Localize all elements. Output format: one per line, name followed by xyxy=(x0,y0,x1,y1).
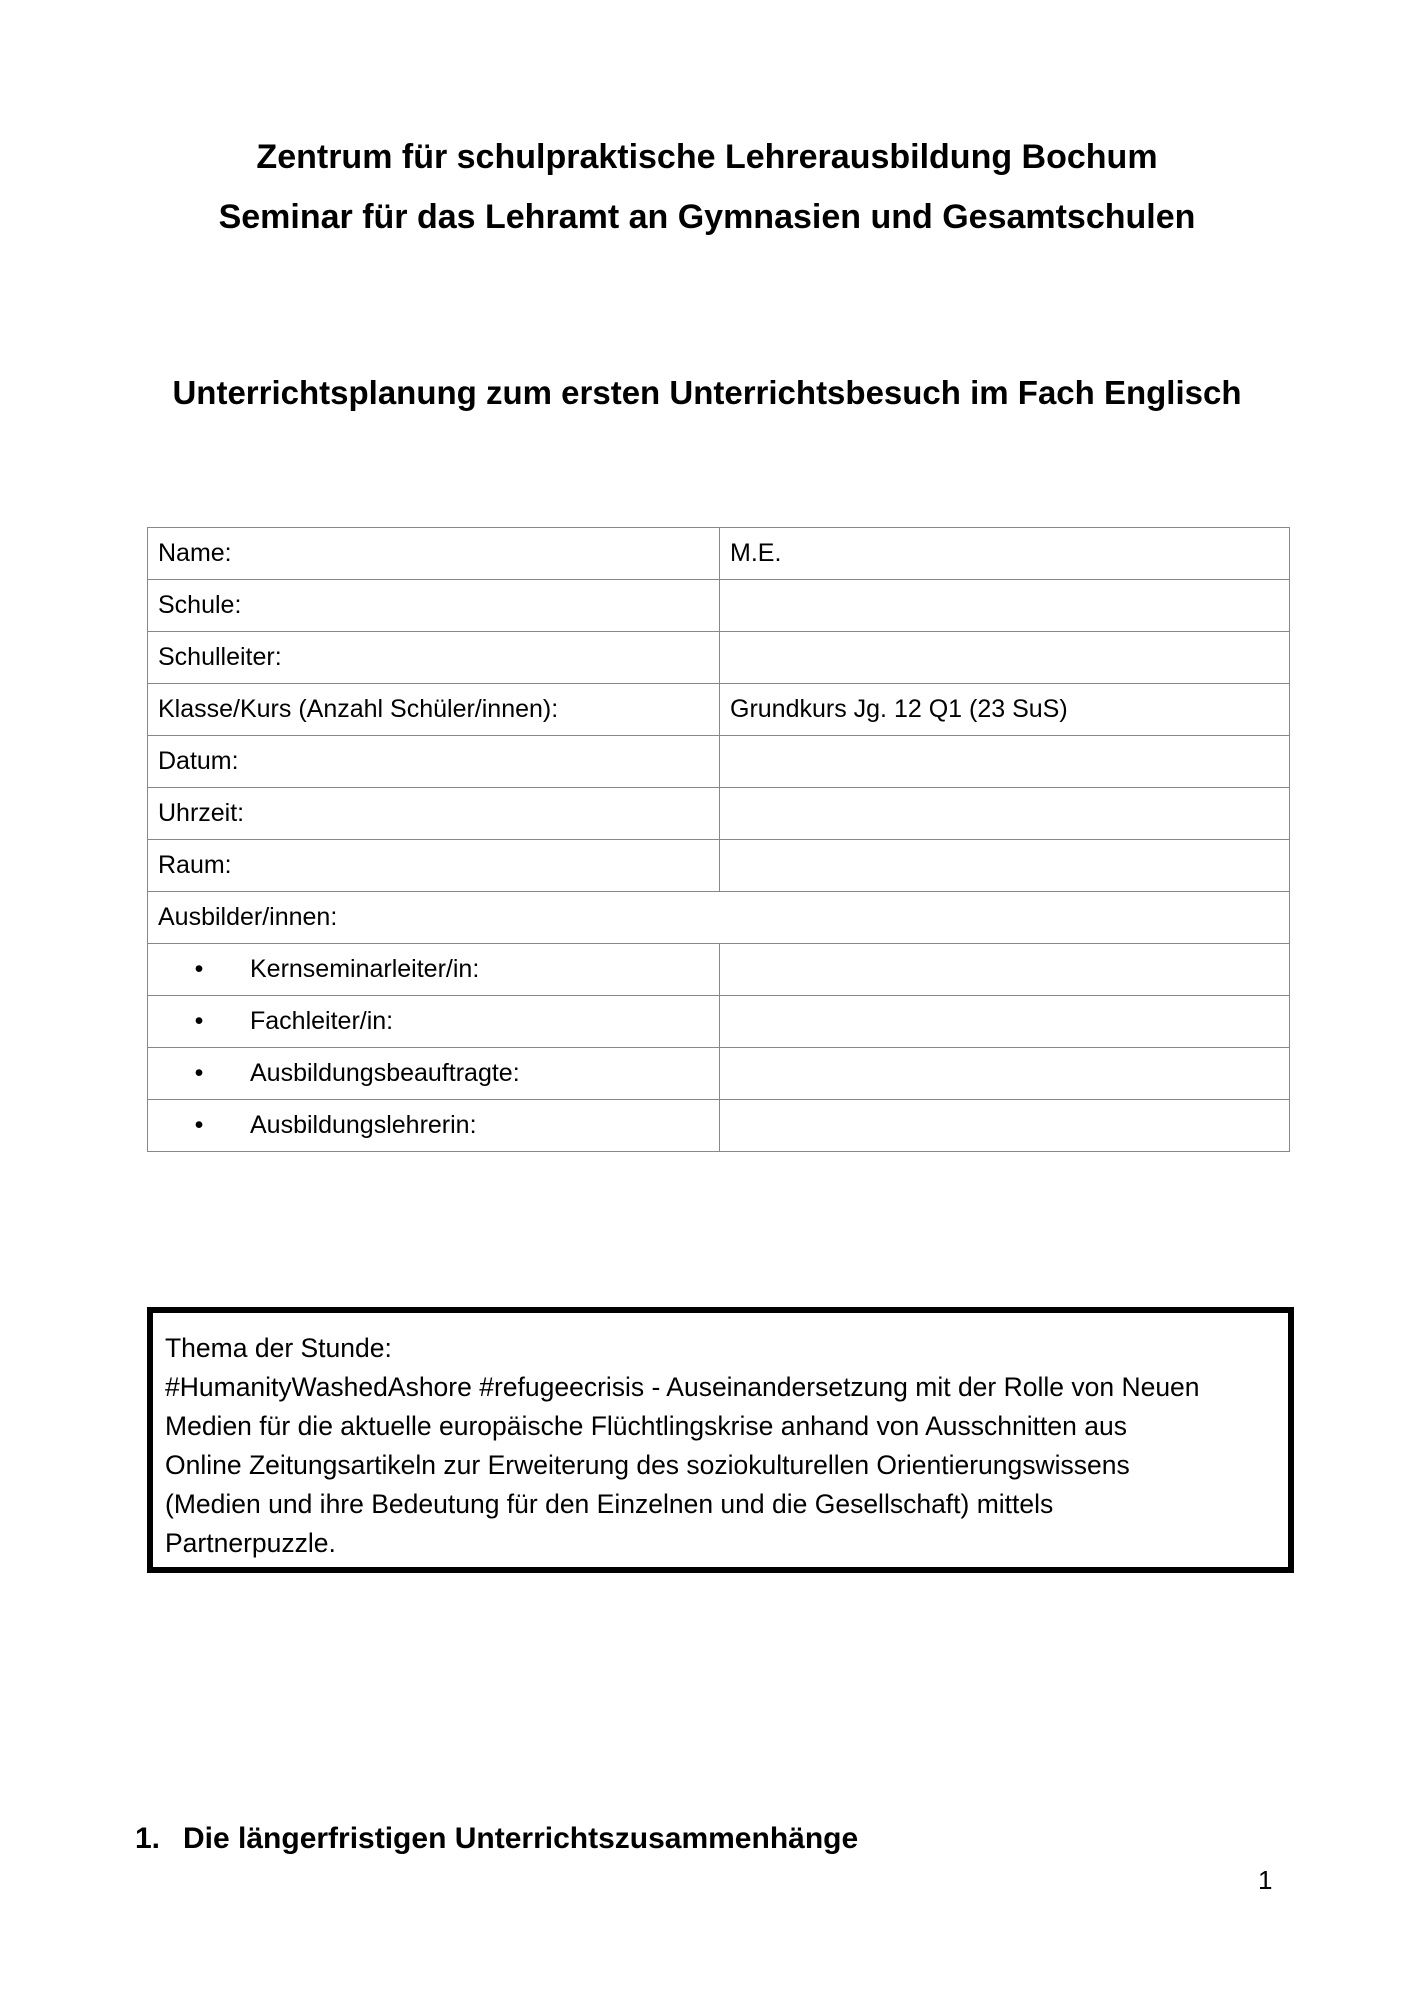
bullet-icon: • xyxy=(194,1059,204,1087)
page-number: 1 xyxy=(1258,1865,1273,1895)
topic-text-line: Medien für die aktuelle europäische Flüchtlingskrise anhand von Ausschnitten aus xyxy=(165,1411,1127,1441)
row-value xyxy=(720,996,1290,1048)
row-value xyxy=(720,580,1290,632)
bullet-icon: • xyxy=(194,955,204,983)
row-value: M.E. xyxy=(720,528,1290,580)
info-table xyxy=(147,527,1290,1152)
trainer-label: Ausbildungsbeauftragte: xyxy=(250,1059,520,1087)
trainer-label-cell xyxy=(148,1048,720,1100)
trainer-label: Fachleiter/in: xyxy=(250,1007,394,1035)
table-row xyxy=(148,944,1290,996)
row-label: Schulleiter: xyxy=(148,632,720,684)
bullet-icon: • xyxy=(194,1111,204,1139)
topic-heading: Thema der Stunde: xyxy=(165,1333,392,1363)
section-title: Die längerfristigen Unterrichtszusammenhänge xyxy=(183,1822,859,1855)
section-heading xyxy=(135,1820,858,1858)
section-number: 1. xyxy=(135,1822,161,1855)
row-label: Schule: xyxy=(148,580,720,632)
table-row xyxy=(148,1048,1290,1100)
row-label: Datum: xyxy=(148,736,720,788)
trainer-label: Kernseminarleiter/in: xyxy=(250,955,480,983)
row-label: Uhrzeit: xyxy=(148,788,720,840)
table-row xyxy=(148,528,1290,580)
header-line-1: Zentrum für schulpraktische Lehrerausbildung Bochum xyxy=(256,138,1158,176)
row-value xyxy=(720,736,1290,788)
trainer-label: Ausbildungslehrerin: xyxy=(250,1111,477,1139)
table-row xyxy=(148,892,1290,944)
table-row xyxy=(148,580,1290,632)
row-value: Grundkurs Jg. 12 Q1 (23 SuS) xyxy=(720,684,1290,736)
header-line-2: Seminar für das Lehramt an Gymnasien und Gesamtschulen xyxy=(218,198,1196,236)
trainer-label-cell xyxy=(148,1100,720,1152)
table-row xyxy=(148,788,1290,840)
trainer-label-cell xyxy=(148,944,720,996)
bullet-icon: • xyxy=(194,1007,204,1035)
table-row xyxy=(148,632,1290,684)
topic-text-line: Partnerpuzzle. xyxy=(165,1528,336,1558)
row-value xyxy=(720,944,1290,996)
table-row xyxy=(148,736,1290,788)
row-value xyxy=(720,840,1290,892)
topic-text-line: (Medien und ihre Bedeutung für den Einzelnen und die Gesellschaft) mittels xyxy=(165,1489,1054,1519)
lesson-topic-box xyxy=(147,1307,1294,1573)
document-subtitle: Unterrichtsplanung zum ersten Unterrichtsbesuch im Fach Englisch xyxy=(172,374,1242,411)
row-value xyxy=(720,632,1290,684)
table-row xyxy=(148,996,1290,1048)
topic-text-line: #HumanityWashedAshore #refugeecrisis - Auseinandersetzung mit der Rolle von Neuen xyxy=(165,1372,1200,1402)
table-row xyxy=(148,840,1290,892)
row-label: Klasse/Kurs (Anzahl Schüler/innen): xyxy=(148,684,720,736)
topic-text-line: Online Zeitungsartikeln zur Erweiterung des soziokulturellen Orientierungswissens xyxy=(165,1450,1130,1480)
trainer-label-cell xyxy=(148,996,720,1048)
row-label: Name: xyxy=(148,528,720,580)
table-row xyxy=(148,684,1290,736)
row-label: Raum: xyxy=(148,840,720,892)
row-value xyxy=(720,1100,1290,1152)
table-row xyxy=(148,1100,1290,1152)
trainers-label: Ausbilder/innen: xyxy=(148,892,1290,944)
row-value xyxy=(720,1048,1290,1100)
row-value xyxy=(720,788,1290,840)
